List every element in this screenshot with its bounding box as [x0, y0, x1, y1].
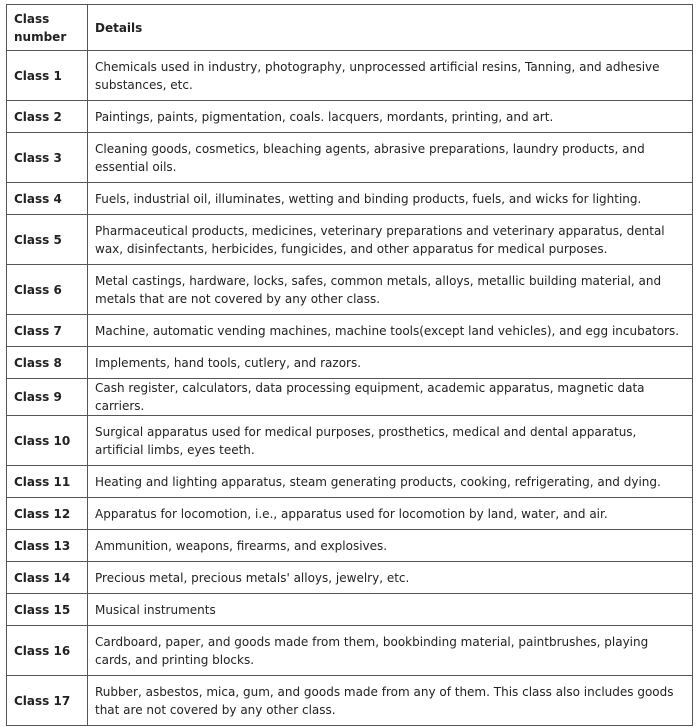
details-cell: Fuels, industrial oil, illuminates, wetting and binding products, fuels, and wicks for lighting.	[88, 183, 693, 215]
table-row	[7, 562, 693, 594]
class-number-cell: Class 2	[7, 101, 88, 133]
class-number-cell: Class 1	[7, 51, 88, 101]
class-number-cell: Class 8	[7, 347, 88, 379]
table-row	[7, 133, 693, 183]
class-number-cell: Class 3	[7, 133, 88, 183]
class-number-cell: Class 7	[7, 315, 88, 347]
details-cell: Pharmaceutical products, medicines, veterinary preparations and veterinary apparatus, dental wax, disinfectants, herbicides, fungicides, and other apparatus for medical purposes.	[88, 215, 693, 265]
column-header-class-number: Class number	[7, 5, 88, 51]
details-cell: Precious metal, precious metals' alloys, jewelry, etc.	[88, 562, 693, 594]
class-number-cell: Class 6	[7, 265, 88, 315]
table-row	[7, 215, 693, 265]
table-row	[7, 315, 693, 347]
table-row	[7, 183, 693, 215]
class-number-cell: Class 15	[7, 594, 88, 626]
table-row	[7, 626, 693, 676]
details-cell: Cardboard, paper, and goods made from them, bookbinding material, paintbrushes, playing cards, and printing blocks.	[88, 626, 693, 676]
class-number-cell: Class 10	[7, 416, 88, 466]
table-row	[7, 594, 693, 626]
column-header-details: Details	[88, 5, 693, 51]
class-number-cell: Class 9	[7, 379, 88, 416]
class-number-cell: Class 4	[7, 183, 88, 215]
class-number-cell: Class 5	[7, 215, 88, 265]
details-cell: Rubber, asbestos, mica, gum, and goods made from any of them. This class also includes goods that are not covered by any other class.	[88, 676, 693, 726]
table-row	[7, 498, 693, 530]
table-row	[7, 676, 693, 726]
table-header-row	[7, 5, 693, 51]
details-cell: Cash register, calculators, data processing equipment, academic apparatus, magnetic data carriers.	[88, 379, 693, 416]
table-row	[7, 265, 693, 315]
class-number-cell: Class 16	[7, 626, 88, 676]
details-cell: Apparatus for locomotion, i.e., apparatus used for locomotion by land, water, and air.	[88, 498, 693, 530]
trademark-classes-table	[6, 4, 693, 726]
class-number-cell: Class 14	[7, 562, 88, 594]
table-row	[7, 379, 693, 416]
details-cell: Machine, automatic vending machines, machine tools(except land vehicles), and egg incubators.	[88, 315, 693, 347]
table-row	[7, 416, 693, 466]
details-cell: Chemicals used in industry, photography, unprocessed artificial resins, Tanning, and adhesive substances, etc.	[88, 51, 693, 101]
table-row	[7, 530, 693, 562]
class-number-cell: Class 12	[7, 498, 88, 530]
class-number-cell: Class 17	[7, 676, 88, 726]
details-cell: Implements, hand tools, cutlery, and razors.	[88, 347, 693, 379]
details-cell: Metal castings, hardware, locks, safes, common metals, alloys, metallic building material, and metals that are not covered by any other class.	[88, 265, 693, 315]
details-cell: Ammunition, weapons, firearms, and explosives.	[88, 530, 693, 562]
details-cell: Heating and lighting apparatus, steam generating products, cooking, refrigerating, and dying.	[88, 466, 693, 498]
table-row	[7, 101, 693, 133]
details-cell: Musical instruments	[88, 594, 693, 626]
details-cell: Surgical apparatus used for medical purposes, prosthetics, medical and dental apparatus, artificial limbs, eyes teeth.	[88, 416, 693, 466]
details-cell: Cleaning goods, cosmetics, bleaching agents, abrasive preparations, laundry products, and essential oils.	[88, 133, 693, 183]
table-row	[7, 51, 693, 101]
table-row	[7, 347, 693, 379]
table-row	[7, 466, 693, 498]
details-cell: Paintings, paints, pigmentation, coals. lacquers, mordants, printing, and art.	[88, 101, 693, 133]
class-number-cell: Class 11	[7, 466, 88, 498]
class-number-cell: Class 13	[7, 530, 88, 562]
